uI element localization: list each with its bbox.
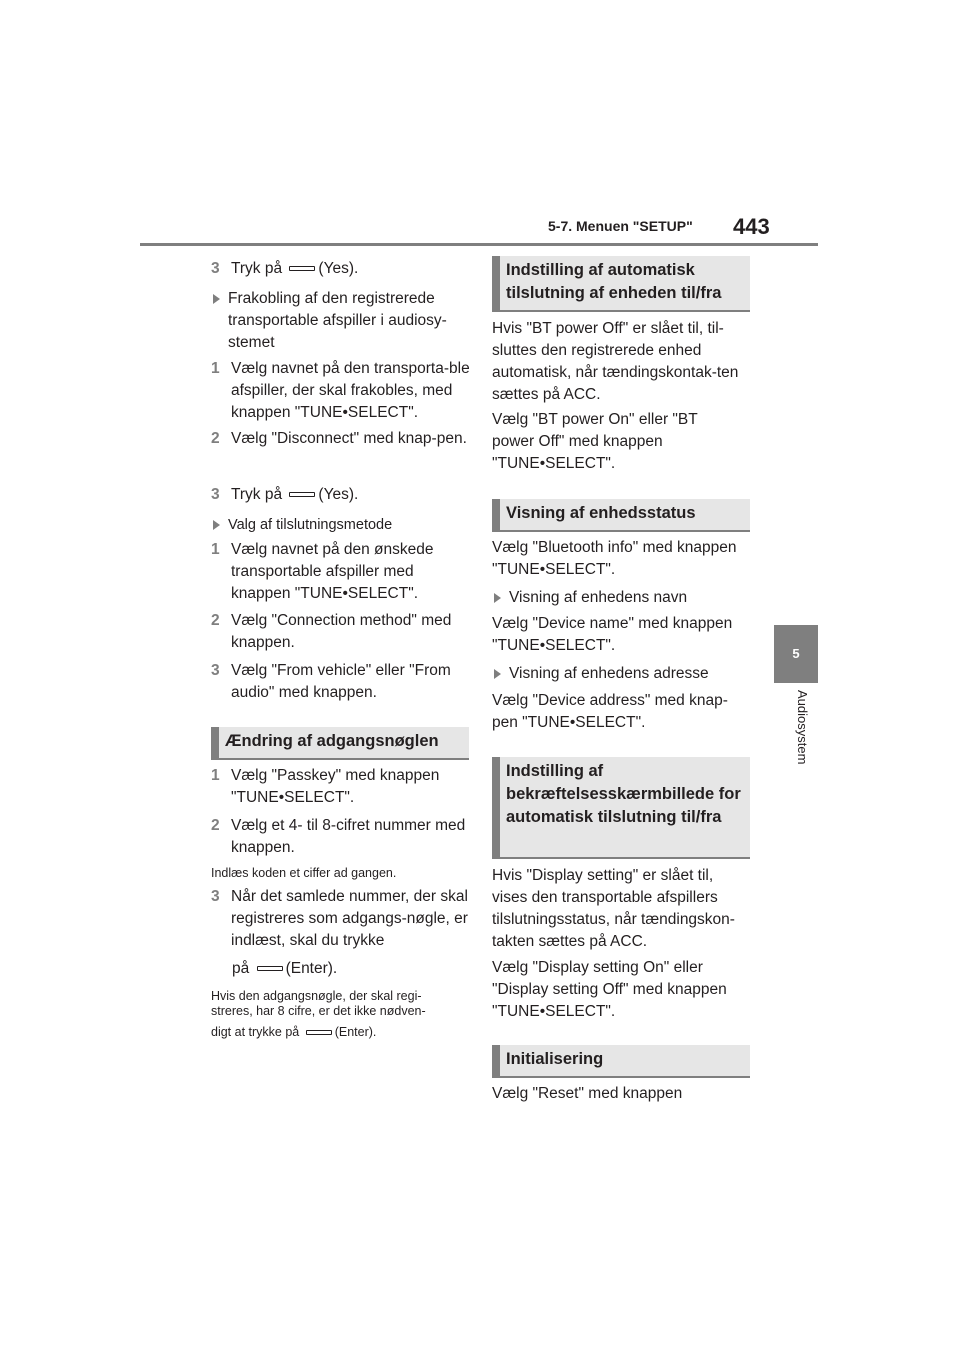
step-text: (Enter). (285, 960, 338, 977)
triangle-bullet-icon (494, 593, 501, 603)
bullet-heading (211, 514, 468, 536)
chapter-tab: 5 (774, 625, 818, 683)
step-number: 3 (211, 888, 220, 905)
step-text: Når det samlede nummer, der skal registreres som adgangs-nøgle, er indlæst, skal du trykke (231, 888, 468, 949)
bullet-heading (492, 663, 749, 685)
page-number: 443 (733, 214, 770, 239)
step-number: 1 (211, 767, 220, 784)
bullet-text: Valg af tilslutningsmetode (228, 517, 393, 533)
step-continuation (232, 958, 472, 980)
button-icon (289, 492, 315, 497)
paragraph: Vælg "Device name" med knappen "TUNE•SELECT". (492, 615, 733, 654)
note: Hvis den adgangsnøgle, der skal regi-streres, har 8 cifre, er det ikke nødven- (211, 989, 426, 1018)
section-heading-device-status: Visning af enhedsstatus (492, 499, 750, 532)
step-number: 2 (211, 817, 220, 834)
step (211, 815, 471, 859)
step-text: (Yes). (318, 260, 359, 277)
step (211, 610, 476, 654)
triangle-bullet-icon (213, 294, 220, 304)
paragraph: Vælg "Device address" med knap-pen "TUNE•SELECT". (492, 692, 728, 731)
step (211, 886, 471, 952)
step-number: 1 (211, 541, 220, 558)
step-text: Tryk på (231, 486, 283, 503)
step-number: 1 (211, 360, 220, 377)
triangle-bullet-icon (494, 669, 501, 679)
step-number: 3 (211, 662, 220, 679)
step-text: (Yes). (318, 486, 359, 503)
step-text: Vælg "Connection method" med knappen. (231, 612, 452, 651)
button-icon (306, 1030, 332, 1035)
triangle-bullet-icon (213, 520, 220, 530)
section-heading-initialisation: Initialisering (492, 1045, 750, 1078)
paragraph: Vælg "Bluetooth info" med knappen "TUNE•SELECT". (492, 539, 737, 578)
section-title: 5-7. Menuen "SETUP" (548, 218, 693, 234)
button-icon (289, 266, 315, 271)
step-text: Vælg navnet på den ønskede transportable afspiller med knappen "TUNE•SELECT". (231, 541, 434, 602)
paragraph: Vælg "Display setting On" eller "Display setting Off" med knappen "TUNE•SELECT". (492, 959, 727, 1020)
step-text: Vælg "Disconnect" med knap-pen. (231, 430, 467, 447)
paragraph: Hvis "Display setting" er slået til, vises den transportable afspillers tilslutningsstatus, når tændingskon-takten sættes på ACC. (492, 867, 735, 950)
bullet-heading (211, 288, 468, 354)
paragraph: Hvis "BT power Off" er slået til, til-sluttes den registrerede enhed automatisk, når tændingskontak-ten sættes på ACC. (492, 320, 739, 403)
note-text: (Enter). (334, 1025, 377, 1039)
bullet-text: Visning af enhedens navn (509, 589, 688, 606)
step-text: Vælg "From vehicle" eller "From audio" med knappen. (231, 662, 451, 701)
step-number: 2 (211, 612, 220, 629)
paragraph: Vælg "BT power On" eller "BT power Off" med knappen "TUNE•SELECT". (492, 411, 698, 472)
note: Indlæs koden et ciffer ad gangen. (211, 866, 397, 880)
step-text: Tryk på (231, 260, 283, 277)
step (211, 358, 471, 424)
chapter-label: Audiosystem (795, 690, 810, 765)
section-heading-display-setting: Indstilling af bekræftelsesskærmbillede for automatisk tilslutning til/fra (492, 757, 750, 859)
step (211, 660, 476, 704)
step (211, 539, 471, 605)
step-number: 3 (211, 260, 220, 277)
step-text: Vælg navnet på den transporta-ble afspiller, der skal frakobles, med knappen "TUNE•SELECT". (231, 360, 470, 421)
step-number: 3 (211, 486, 220, 503)
step-text: Vælg et 4- til 8-cifret nummer med knappen. (231, 817, 466, 856)
header-divider (140, 243, 818, 246)
note-text: digt at trykke på (211, 1025, 300, 1039)
section-heading-passkey: Ændring af adgangsnøglen (211, 727, 469, 760)
step-text: på (232, 960, 250, 977)
bullet-text: Visning af enhedens adresse (509, 665, 709, 682)
step (211, 258, 471, 280)
step (211, 765, 471, 809)
step-text: Vælg "Passkey" med knappen "TUNE•SELECT". (231, 767, 440, 806)
button-icon (257, 966, 283, 971)
step (211, 428, 471, 450)
bullet-heading (492, 587, 749, 609)
note (211, 1025, 461, 1040)
step-number: 2 (211, 430, 220, 447)
bullet-text: Frakobling af den registrerede transportable afspiller i audiosy-stemet (228, 290, 447, 351)
step (211, 484, 471, 506)
paragraph: Vælg "Reset" med knappen (492, 1085, 683, 1102)
section-heading-auto-connect: Indstilling af automatisk tilslutning af enheden til/fra (492, 256, 750, 312)
